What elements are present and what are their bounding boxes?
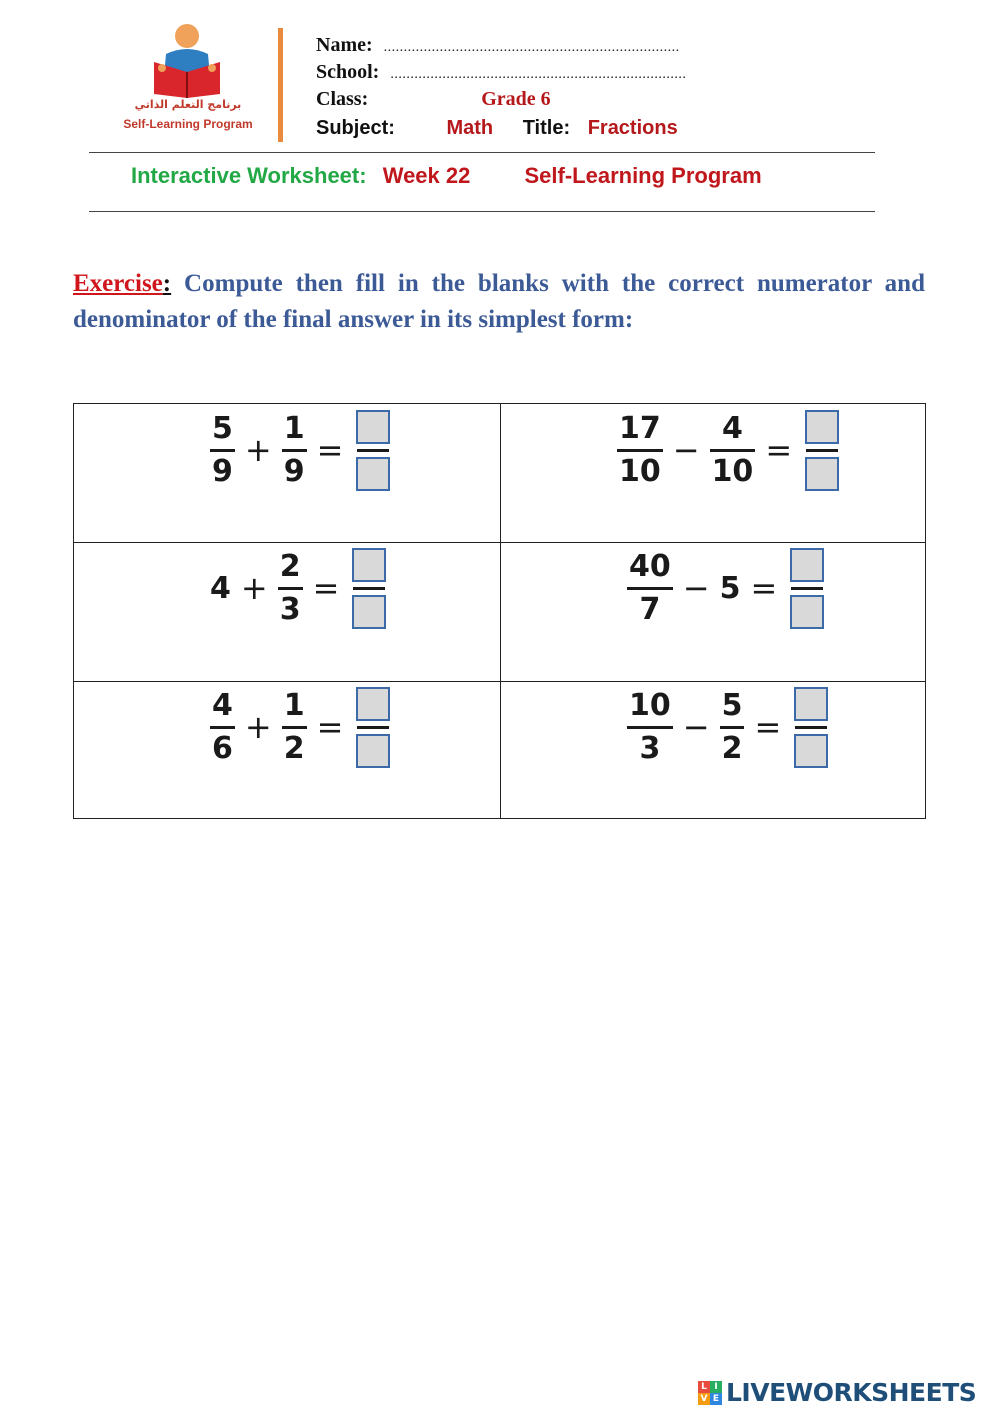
header-divider xyxy=(278,28,283,142)
numerator: 1 xyxy=(283,687,305,723)
answer-numerator-input[interactable] xyxy=(356,687,390,721)
logo-english-text: Self-Learning Program xyxy=(123,117,253,131)
title-label: Title: xyxy=(522,117,571,139)
denominator: 2 xyxy=(721,730,743,766)
answer-fraction xyxy=(790,548,824,629)
answer-denominator-input[interactable] xyxy=(352,595,386,629)
problem-3 xyxy=(207,542,386,634)
liveworksheets-icon xyxy=(698,1381,722,1405)
name-field[interactable]: .......................................................................... xyxy=(383,40,680,55)
equals-sign: = xyxy=(754,708,782,746)
fraction xyxy=(282,409,307,492)
title-value: Fractions xyxy=(587,117,678,139)
problem-table xyxy=(73,403,926,819)
reader-icon xyxy=(144,22,230,98)
equals-sign: = xyxy=(765,431,793,469)
answer-numerator-input[interactable] xyxy=(352,548,386,582)
answer-bar xyxy=(791,587,823,590)
icon-letter: V xyxy=(698,1393,710,1405)
problem-4 xyxy=(624,542,824,634)
problem-5 xyxy=(207,681,390,773)
equals-sign: = xyxy=(312,569,340,607)
subject-value: Math xyxy=(446,117,494,139)
answer-denominator-input[interactable] xyxy=(805,457,839,491)
numerator: 5 xyxy=(212,410,233,446)
liveworksheets-text: LIVEWORKSHEETS xyxy=(726,1378,977,1407)
answer-bar xyxy=(357,449,389,452)
denominator: 3 xyxy=(639,730,661,766)
answer-bar xyxy=(353,587,385,590)
answer-denominator-input[interactable] xyxy=(794,734,828,768)
answer-denominator-input[interactable] xyxy=(790,595,824,629)
operator: − xyxy=(682,569,710,607)
icon-letter: E xyxy=(710,1393,722,1405)
banner-program: Self-Learning Program xyxy=(524,163,762,188)
numerator: 4 xyxy=(722,410,743,446)
numerator: 10 xyxy=(629,687,671,723)
answer-bar xyxy=(806,449,838,452)
denominator: 7 xyxy=(639,591,661,627)
subject-label: Subject: xyxy=(316,117,395,139)
liveworksheets-brand[interactable] xyxy=(698,1378,976,1407)
answer-numerator-input[interactable] xyxy=(805,410,839,444)
fraction xyxy=(627,547,673,630)
denominator: 3 xyxy=(279,591,301,627)
class-row xyxy=(316,88,551,111)
answer-numerator-input[interactable] xyxy=(790,548,824,582)
subject-row xyxy=(316,117,678,140)
answer-denominator-input[interactable] xyxy=(356,734,390,768)
class-value: Grade 6 xyxy=(481,88,551,110)
answer-numerator-input[interactable] xyxy=(794,687,828,721)
fraction xyxy=(710,409,756,492)
program-logo xyxy=(118,22,258,140)
answer-denominator-input[interactable] xyxy=(356,457,390,491)
answer-fraction xyxy=(356,410,390,491)
answer-fraction xyxy=(805,410,839,491)
banner-label: Interactive Worksheet: xyxy=(131,163,367,188)
fraction xyxy=(720,686,745,769)
numerator: 17 xyxy=(619,410,661,446)
exercise-label: Exercise xyxy=(73,270,163,297)
equals-sign: = xyxy=(750,569,778,607)
denominator: 9 xyxy=(212,453,233,489)
problem-1 xyxy=(207,404,390,496)
equals-sign: = xyxy=(316,708,344,746)
answer-fraction xyxy=(794,687,828,768)
school-row xyxy=(316,61,686,84)
whole-number: 4 xyxy=(210,570,231,606)
name-label: Name: xyxy=(316,34,373,56)
problem-2 xyxy=(614,404,839,496)
answer-fraction xyxy=(356,687,390,768)
fraction xyxy=(210,409,235,492)
exercise-colon: : xyxy=(162,270,172,297)
numerator: 5 xyxy=(721,687,743,723)
icon-letter: I xyxy=(710,1381,722,1393)
fraction xyxy=(278,547,303,630)
equals-sign: = xyxy=(316,431,344,469)
school-label: School: xyxy=(316,61,380,83)
worksheet-banner xyxy=(131,163,762,189)
numerator: 4 xyxy=(212,687,233,723)
fraction xyxy=(282,686,307,769)
class-label: Class: xyxy=(316,88,369,110)
fraction xyxy=(210,686,235,769)
operator: + xyxy=(244,708,272,746)
fraction xyxy=(617,409,663,492)
operator: + xyxy=(240,569,268,607)
numerator: 1 xyxy=(283,410,305,446)
banner-week: Week 22 xyxy=(382,163,471,188)
school-field[interactable]: .......................................................................... xyxy=(390,67,687,82)
operator: − xyxy=(682,708,710,746)
denominator: 10 xyxy=(619,453,661,489)
operator: + xyxy=(244,431,272,469)
denominator: 9 xyxy=(283,453,305,489)
answer-bar xyxy=(795,726,827,729)
header-rule-bottom xyxy=(89,211,875,212)
table-divider-vertical xyxy=(500,404,501,818)
numerator: 40 xyxy=(629,548,671,584)
exercise-text: Compute then fill in the blanks with the correct numerator and denominator of the final answer in its simplest form: xyxy=(73,270,925,333)
denominator: 2 xyxy=(283,730,305,766)
icon-letter: L xyxy=(698,1381,710,1393)
operator: − xyxy=(672,431,700,469)
answer-bar xyxy=(357,726,389,729)
problem-6 xyxy=(624,681,828,773)
denominator: 10 xyxy=(711,453,754,489)
denominator: 6 xyxy=(212,730,233,766)
name-row xyxy=(316,34,680,57)
logo-arabic-text: برنامج التعلم الذاتي xyxy=(134,98,242,111)
fraction xyxy=(627,686,673,769)
numerator: 2 xyxy=(279,548,301,584)
header-rule-top xyxy=(89,152,875,153)
whole-number: 5 xyxy=(719,570,741,606)
answer-fraction xyxy=(352,548,386,629)
answer-numerator-input[interactable] xyxy=(356,410,390,444)
exercise-instructions xyxy=(73,266,925,338)
